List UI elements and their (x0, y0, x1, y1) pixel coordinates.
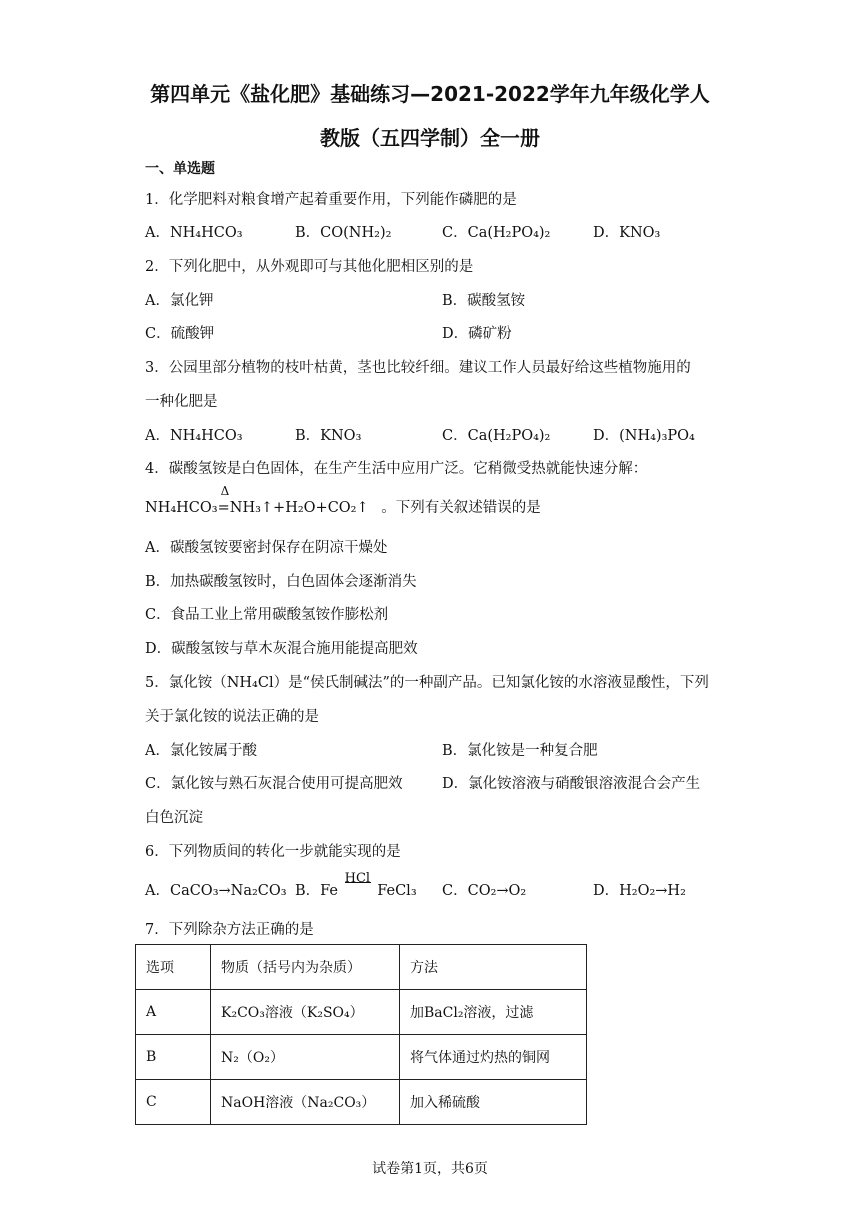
table-header-row (136, 945, 587, 990)
option-c[interactable]: C．Ca(H₂PO₄)₂ (442, 225, 551, 241)
option-a[interactable]: A．NH₄HCO₃ (145, 225, 243, 241)
question-1-options (145, 221, 745, 245)
option-d[interactable]: D．碳酸氢铵与草木灰混合施用能提高肥效 (145, 641, 418, 657)
question-2-options-row1 (145, 289, 745, 313)
option-b-product: FeCl₃ (377, 883, 417, 899)
option-d[interactable]: D．KNO₃ (593, 225, 661, 241)
table-cell: A (136, 990, 211, 1035)
table-cell: NaOH溶液（Na₂CO₃） (211, 1080, 400, 1125)
option-d[interactable]: D．氯化铵溶液与硝酸银溶液混合会产生 (442, 776, 701, 792)
question-5-options-row1 (145, 739, 745, 763)
option-d-cont: 白色沉淀 (145, 810, 203, 826)
impurity-removal-table (135, 944, 587, 1125)
question-5-stem-cont: 关于氯化铵的说法正确的是 (145, 709, 319, 725)
table-row[interactable] (136, 990, 587, 1035)
option-a[interactable]: A．NH₄HCO₃ (145, 428, 243, 444)
heat-symbol: Δ (220, 484, 230, 498)
table-header-cell: 物质（括号内为杂质） (211, 945, 400, 990)
reagent-label: HCl (344, 871, 371, 886)
question-7-stem: 7．下列除杂方法正确的是 (145, 922, 314, 938)
question-3-stem: 3．公园里部分植物的枝叶枯黄，茎也比较纤细。建议工作人员最好给这些植物施用的 (145, 360, 691, 376)
question-2-stem: 2．下列化肥中，从外观即可与其他化肥相区别的是 (145, 259, 474, 275)
option-d[interactable]: D．(NH₄)₃PO₄ (593, 428, 695, 444)
table-cell: N₂（O₂） (211, 1035, 400, 1080)
page-title-line2: 教版（五四学制）全一册 (320, 126, 540, 150)
question-5-options-row2 (145, 772, 745, 796)
option-b[interactable]: B．氯化铵是一种复合肥 (442, 743, 598, 759)
question-4-stem: 4．碳酸氢铵是白色固体，在生产生活中应用广泛。它稍微受热就能快速分解： (145, 461, 648, 477)
question-6-options (145, 871, 745, 903)
table-header-cell: 选项 (136, 945, 211, 990)
option-b[interactable]: B．KNO₃ (295, 428, 362, 444)
option-a[interactable]: A．碳酸氢铵要密封保存在阴凉干燥处 (145, 540, 388, 556)
option-c[interactable]: C．氯化铵与熟石灰混合使用可提高肥效 (145, 776, 403, 792)
option-b-reactant: B．Fe (295, 883, 339, 899)
table-cell: 加入稀硫酸 (400, 1080, 587, 1125)
option-b[interactable] (295, 871, 417, 900)
question-4-equation-line (145, 484, 541, 517)
option-a[interactable]: A．氯化铵属于酸 (145, 743, 257, 759)
option-a[interactable]: A．CaCO₃→Na₂CO₃ (145, 883, 287, 899)
question-3-stem-cont: 一种化肥是 (145, 394, 218, 410)
section-heading: 一、单选题 (145, 161, 215, 177)
question-1-stem: 1．化学肥料对粮食增产起着重要作用，下列能作磷肥的是 (145, 192, 517, 208)
question-6-stem: 6．下列物质间的转化一步就能实现的是 (145, 844, 401, 860)
option-c[interactable]: C．食品工业上常用碳酸氢铵作膨松剂 (145, 607, 389, 623)
question-3-options (145, 424, 745, 448)
option-b[interactable]: B．碳酸氢铵 (442, 293, 526, 309)
table-cell: 将气体通过灼热的铜网 (400, 1035, 587, 1080)
question-4-stem-cont: 。下列有关叙述错误的是 (381, 500, 541, 516)
table-cell: K₂CO₃溶液（K₂SO₄） (211, 990, 400, 1035)
table-row[interactable] (136, 1080, 587, 1125)
table-cell: B (136, 1035, 211, 1080)
table-header-cell: 方法 (400, 945, 587, 990)
table-cell: 加BaCl₂溶液，过滤 (400, 990, 587, 1035)
page-footer: 试卷第1页，共6页 (372, 1161, 488, 1177)
equation-products: NH₃↑+H₂O+CO₂↑ (229, 500, 369, 516)
option-c[interactable]: C．CO₂→O₂ (442, 883, 527, 899)
question-2-options-row2 (145, 322, 745, 346)
option-c[interactable]: C．Ca(H₂PO₄)₂ (442, 428, 551, 444)
option-b[interactable]: B．CO(NH₂)₂ (295, 225, 392, 241)
option-d[interactable]: D．H₂O₂→H₂ (593, 883, 686, 899)
option-b[interactable]: B．加热碳酸氢铵时，白色固体会逐渐消失 (145, 574, 417, 590)
table-row[interactable] (136, 1035, 587, 1080)
option-d[interactable]: D．磷矿粉 (442, 326, 512, 342)
option-a[interactable]: A．氯化钾 (145, 293, 214, 309)
table-cell: C (136, 1080, 211, 1125)
page-title: 第四单元《盐化肥》基础练习—2021-2022学年九年级化学人 (150, 82, 710, 106)
reaction-arrow (344, 871, 371, 899)
question-5-stem: 5．氯化铵（NH₄Cl）是“侯氏制碱法”的一种副产品。已知氯化铵的水溶液显酸性，下列 (145, 675, 709, 691)
option-c[interactable]: C．硫酸钾 (145, 326, 215, 342)
equation-reactant: NH₄HCO₃ (145, 500, 218, 516)
equation-arrow: Δ = (217, 484, 230, 516)
